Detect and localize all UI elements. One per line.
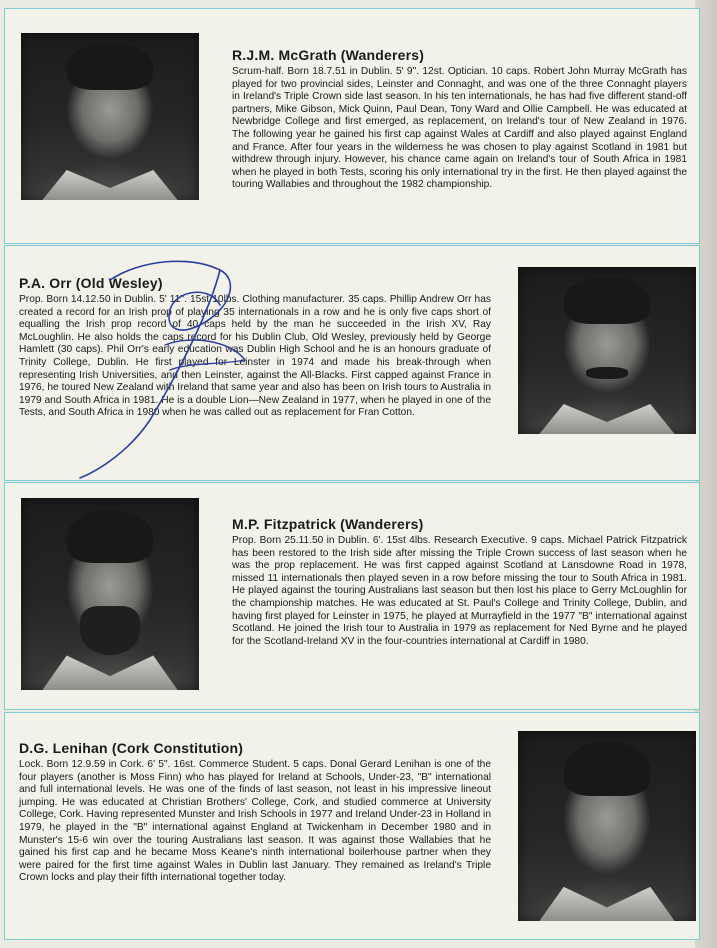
photo-beard bbox=[80, 606, 141, 656]
player-panel-orr bbox=[4, 245, 700, 481]
player-photo bbox=[21, 498, 199, 690]
player-name: P.A. Orr (Old Wesley) bbox=[19, 275, 163, 291]
player-bio: Scrum-half. Born 18.7.51 in Dublin. 5' 9". 12st. Optician. 10 caps. Robert John Murray McGrath has played for two provincial sides, Leinster and Connaght, and was one of the three Connaght players in Ireland's Triple Crown side last season. In his ten internationals, he has had five different stand-off partners, Mike Gibson, Mick Quinn, Paul Dean, Tony Ward and Ollie Campbell. He was educated at Newbridge College and first emerged, as replacement, on Ireland's tour of New Zealand in 1976. The following year he gained his first cap against Wales at Cardiff and also played against England and France. After four years in the wilderness he was chosen to play against Scotland in 1981 but withdrew through injury. However, his chance came again on Ireland's tour of South Africa in 1981 when he played in both Tests, scoring his only international try in the first. He then played against the touring Wallabies and throughout the 1982 championship. bbox=[232, 66, 687, 191]
photo-collar bbox=[539, 887, 674, 921]
player-panel-fitzpatrick bbox=[4, 482, 700, 710]
photo-collar bbox=[42, 655, 177, 690]
player-photo bbox=[21, 33, 199, 200]
player-name: M.P. Fitzpatrick (Wanderers) bbox=[232, 516, 424, 532]
player-panel-lenihan bbox=[4, 712, 700, 940]
player-bio: Lock. Born 12.9.59 in Cork. 6' 5". 16st. Commerce Student. 5 caps. Donal Gerard Lenihan is one of the four players (another is Moss Finn) who has played for Ireland at Schools, Under-23, "B" international and full international levels. He was one of the finds of last season, not least in his impressive lineout jumping. He was educated at Christian Brothers' College, Cork, and studied commerce at University College, Cork. Having represented Munster and Irish Schools in 1977 and Ireland Under-23 in Holland in 1979, he played in the "B" international against England at Twickenham in December 1980 and in Munster's 15-6 win over the touring Australians last season. It was against those Wallabies that he gained his first cap and he became Moss Keane's ninth international boilerhouse partner when they were paired for the first time against Wales in Dublin last January. They remained as Ireland's Triple Crown locks and play their fifth international together today. bbox=[19, 759, 491, 884]
player-photo bbox=[518, 731, 696, 921]
photo-collar bbox=[42, 170, 177, 200]
player-panel-mcgrath bbox=[4, 8, 700, 244]
photo-moustache bbox=[586, 367, 629, 379]
photo-hair bbox=[564, 277, 649, 324]
player-bio: Prop. Born 14.12.50 in Dublin. 5' 11''. 15st 10lbs. Clothing manufacturer. 35 caps. Phillip Andrew Orr has created a record for an Irish prop of playing 35 internationals in a row and he is only five caps short of equalling the Irish prop record of 40 caps held by the man he succeeded in the Irish XV, Ray McLoughlin. He also holds the caps record for his Dublin Club, Old Wesley, previously held by George Hamlett (30 caps). Phil Orr's early education was Dublin High School and he is an honours graduate of Trinity College, Dublin. He first played for Leinster in 1974 and made his break-through when representing Irish Universities, and then Leinster, against the All-Blacks. First capped against France in 1976, he toured New Zealand with Ireland that same year and also has been on Irish tours to Australia in 1979 and South Africa in 1981. He is a double Lion—New Zealand in 1977, when he played in one of the Tests, and South Africa in 1980 when he was called out as replacement for Fran Cotton. bbox=[19, 294, 491, 419]
photo-hair bbox=[67, 43, 152, 90]
photo-collar bbox=[539, 404, 674, 434]
player-name: R.J.M. McGrath (Wanderers) bbox=[232, 47, 425, 63]
player-photo bbox=[518, 267, 696, 434]
player-bio: Prop. Born 25.11.50 in Dublin. 6'. 15st 4lbs. Research Executive. 9 caps. Michael Patrick Fitzpatrick has been restored to the Irish side after missing the Triple Crown success of last season when he was the prop replacement. He was first capped against Scotland at Lansdowne Road in 1978, missed 11 internationals then played seven in a row before missing the tour to South Africa in 1981. He played against the touring Australians last season but then lost his place to Gerry McLoughlin for the championship matches. He was educated at St. Paul's College and Trinity College, Dublin, and having first played for Leinster in 1975, he played at Murrayfield in the 1977 "B" international against Scotland. He joined the Irish tour to Australia in 1979 as replacement for Ned Byrne and he played for the Scotland-Ireland XV in the four-countries international at Cardiff in 1980. bbox=[232, 535, 687, 647]
photo-hair bbox=[564, 742, 649, 795]
photo-hair bbox=[67, 510, 152, 564]
player-name: D.G. Lenihan (Cork Constitution) bbox=[19, 740, 244, 756]
